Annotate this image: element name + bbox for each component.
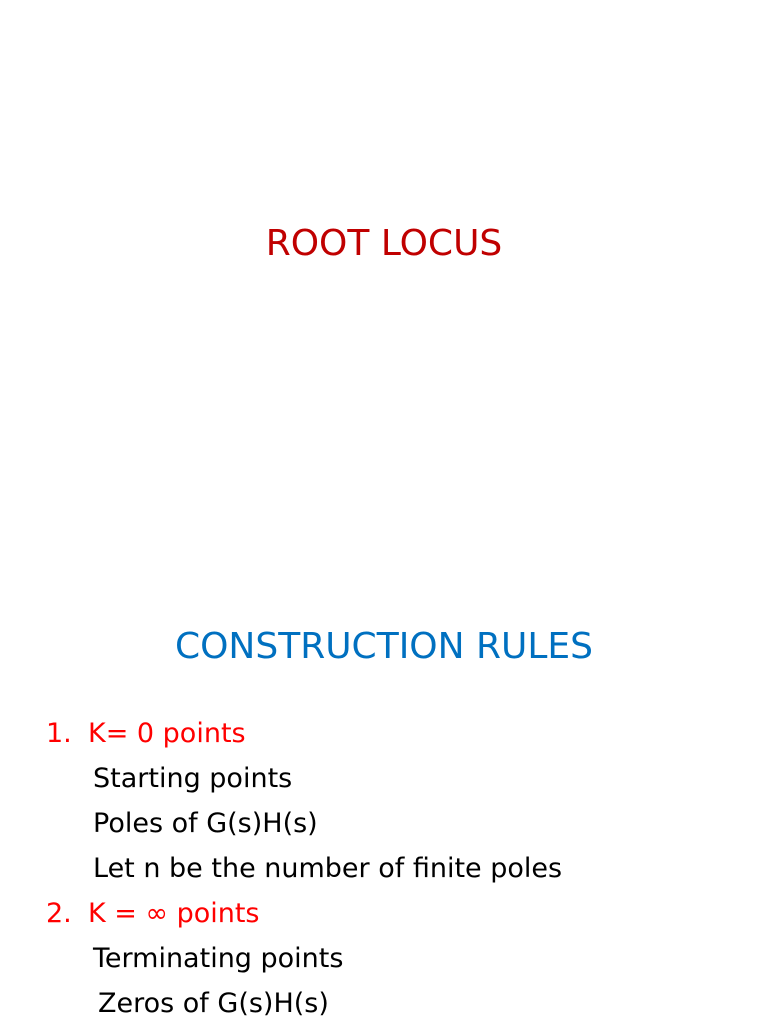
rule-1-detail-3: Let n be the number of finite poles (93, 853, 563, 884)
rule-2-detail-2: Zeros of G(s)H(s) (98, 988, 329, 1019)
rule-1-number: 1. (46, 718, 72, 749)
rule-2-detail-1: Terminating points (93, 943, 344, 974)
rule-1-title: K= 0 points (88, 718, 246, 749)
section-title: CONSTRUCTION RULES (174, 626, 594, 667)
rule-2-number: 2. (46, 898, 72, 929)
construction-rules-list (46, 711, 746, 1026)
rule-1-detail-1: Starting points (93, 763, 293, 794)
rule-1-detail-2: Poles of G(s)H(s) (93, 808, 318, 839)
rule-2-heading (46, 891, 746, 936)
rule-1-heading (46, 711, 746, 756)
rule-2-title: K = ∞ points (88, 898, 260, 929)
slide-title: ROOT LOCUS (265, 223, 503, 264)
